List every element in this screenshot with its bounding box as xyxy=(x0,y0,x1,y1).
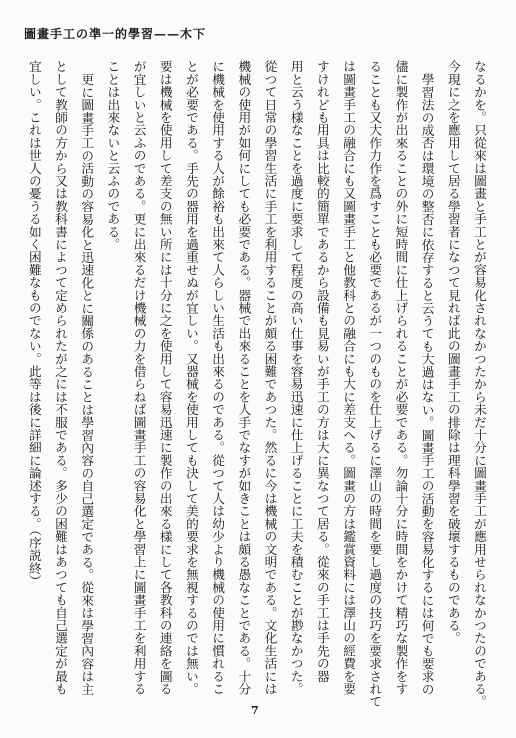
text-line: ることも又大作力作を爲すことも必要であるが一つのものを仕上げるに澤山の時間を要し過度の技巧を要求されて xyxy=(367,60,383,708)
text-line: なるかを。只從來は圖畫と手工とが容易化されなかつたから未だ十分に圖畫手工が應用せられなかつたのである。 xyxy=(472,60,487,708)
text-line: 儘に製作が出來ることの外に短時間に仕上げられることが必要である。勿論十分に時間をかけて精巧な製作をす xyxy=(393,60,409,695)
text-line: 學習法の成否は環境の整否に依存すると云うても大過はない。圖畫手工の活動を容易化するには何でも要求の xyxy=(419,72,435,695)
text-line: すけれども用具は比較的簡單であるから設備も見易いが手工の方は大に異なつて居る。從來の手工は手先の器 xyxy=(314,60,330,683)
text-line: は圖畫手工の融合にも又圖畫手工と他教科との融合にも大に差支へる。圖畫の方は鑑賞資料には澤山の經費を要 xyxy=(341,60,357,695)
text-line: 用と云う樣なことを過度に要求して程度の高い仕事を容易迅速に仕上げることに工夫を積むことが尠なかつた。 xyxy=(288,60,304,695)
text-line: が宜しいと云ふのである。更に出來るだけ機械の力を借らねば圖畫手工の容易化と學習上に圖畫手工を利用する xyxy=(131,60,147,695)
text-line: 更に圖畫手工の活動の容易化と迅速化とに關係のあることは學習內容の自己選定である。從來は學習內容は主 xyxy=(79,72,95,695)
running-header: 圖畫手工の凖一的學習——木下 xyxy=(24,27,207,41)
body-text xyxy=(20,60,492,712)
text-line: として教師の方から又は教科書によつて定められたが之には不服である。多少の困難はあつても自己選定が最も xyxy=(53,60,68,695)
text-line: 從つて日常の學習生活に手工を利用することが頗る困難であつた。然るに今は機械の文明である。文化生活には xyxy=(262,60,278,695)
text-line: に機械を使用する人が餘裕も出來て人らしい生活も出來るのである。從つて人は幼少より機械の使用に慣れるこ xyxy=(210,60,226,695)
page-number: 7 xyxy=(251,704,259,717)
text-line: ことは出來ないと云ふのである。 xyxy=(105,60,121,251)
text-line: とが必要である。手先の器用を過重せぬが宜しい。又器械を使用しても決して美的要求を無視するのでは無い。 xyxy=(183,60,199,695)
text-line: 今現に之を應用して居る學習者になつて見れば此の圖畫手工の排除は理科學習を破壞するものである。 xyxy=(445,60,461,645)
text-line: 要は機械を使用して差支の無い所には十分に之を使用して容易迅速に製作の出來る樣にして各教科の連絡を圖る xyxy=(157,60,173,695)
text-line: 機械の使用が如何にしても必要である。器械で出來ることを人手でなすが如きことは頗る愚なことである。十分 xyxy=(236,60,252,695)
text-line: 宜しい。これは世人の憂うる如く困難なものでない。此等は後に詳細に論述する。（序説終） xyxy=(26,60,42,588)
